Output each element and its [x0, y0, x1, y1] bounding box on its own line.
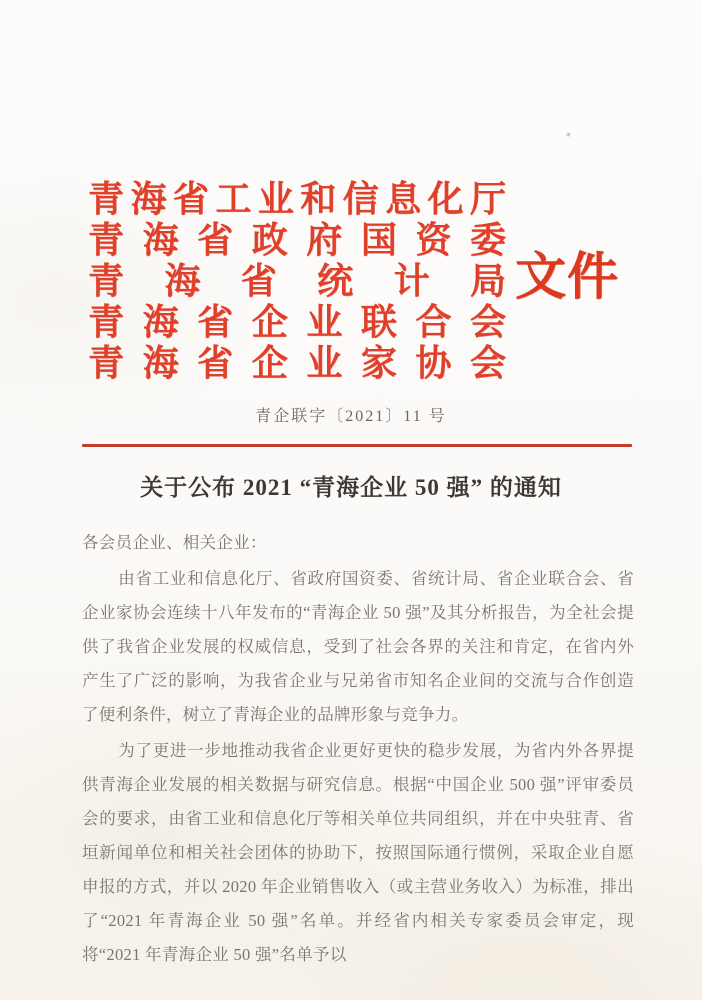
letterhead-org-line-3: 青 海 省 统 计 局	[88, 261, 506, 301]
body-paragraph-2: 为了更进一步地推动我省企业更好更快的稳步发展，为省内外各界提供青海企业发展的相关数据与研究信息。根据“中国企业 500 强”评审委员会的要求，由省工业和信息化厅等相关单位共同组织，并在中央驻青、省垣新闻单位和相关社会团体的协助下，按照国际通行惯例，采取企业自愿申报的方式，并以 2020 年企业销售收入（或主营业务收入）为标准，排出了“2021 年青海企业 50 强”名单。并经省内相关专家委员会审定，现将“2021 年青海企业 50 强”名单予以	[82, 741, 634, 964]
red-divider-line	[82, 444, 632, 447]
letterhead-org-line-4: 青 海 省 企 业 联 合 会	[88, 302, 506, 342]
letterhead-org-line-1: 青 海 省 工 业 和 信 息 化 厅	[88, 179, 506, 219]
letterhead-org-line-5: 青 海 省 企 业 家 协 会	[88, 343, 506, 383]
letterhead	[88, 180, 506, 385]
document-title: 关于公布 2021 “青海企业 50 强” 的通知	[140, 475, 562, 500]
letterhead-org-line-2: 青 海 省 政 府 国 资 委	[88, 220, 506, 260]
body-paragraph-1: 由省工业和信息化厅、省政府国资委、省统计局、省企业联合会、省企业家协会连续十八年发布的“青海企业 50 强”及其分析报告，为全社会提供了我省企业发展的权威信息，受到了社会各界的关注和肯定，在省内外产生了广泛的影响，为我省企业与兄弟省市知名企业间的交流与合作创造了便利条件，树立了青海企业的品牌形象与竞争力。	[82, 569, 634, 724]
scan-speck-artifact	[566, 132, 571, 137]
letterhead-document-word: 文件	[515, 248, 620, 305]
document-body	[82, 526, 634, 972]
document-number: 青企联字〔2021〕11 号	[255, 408, 447, 425]
salutation-line: 各会员企业、相关企业：	[82, 533, 267, 552]
